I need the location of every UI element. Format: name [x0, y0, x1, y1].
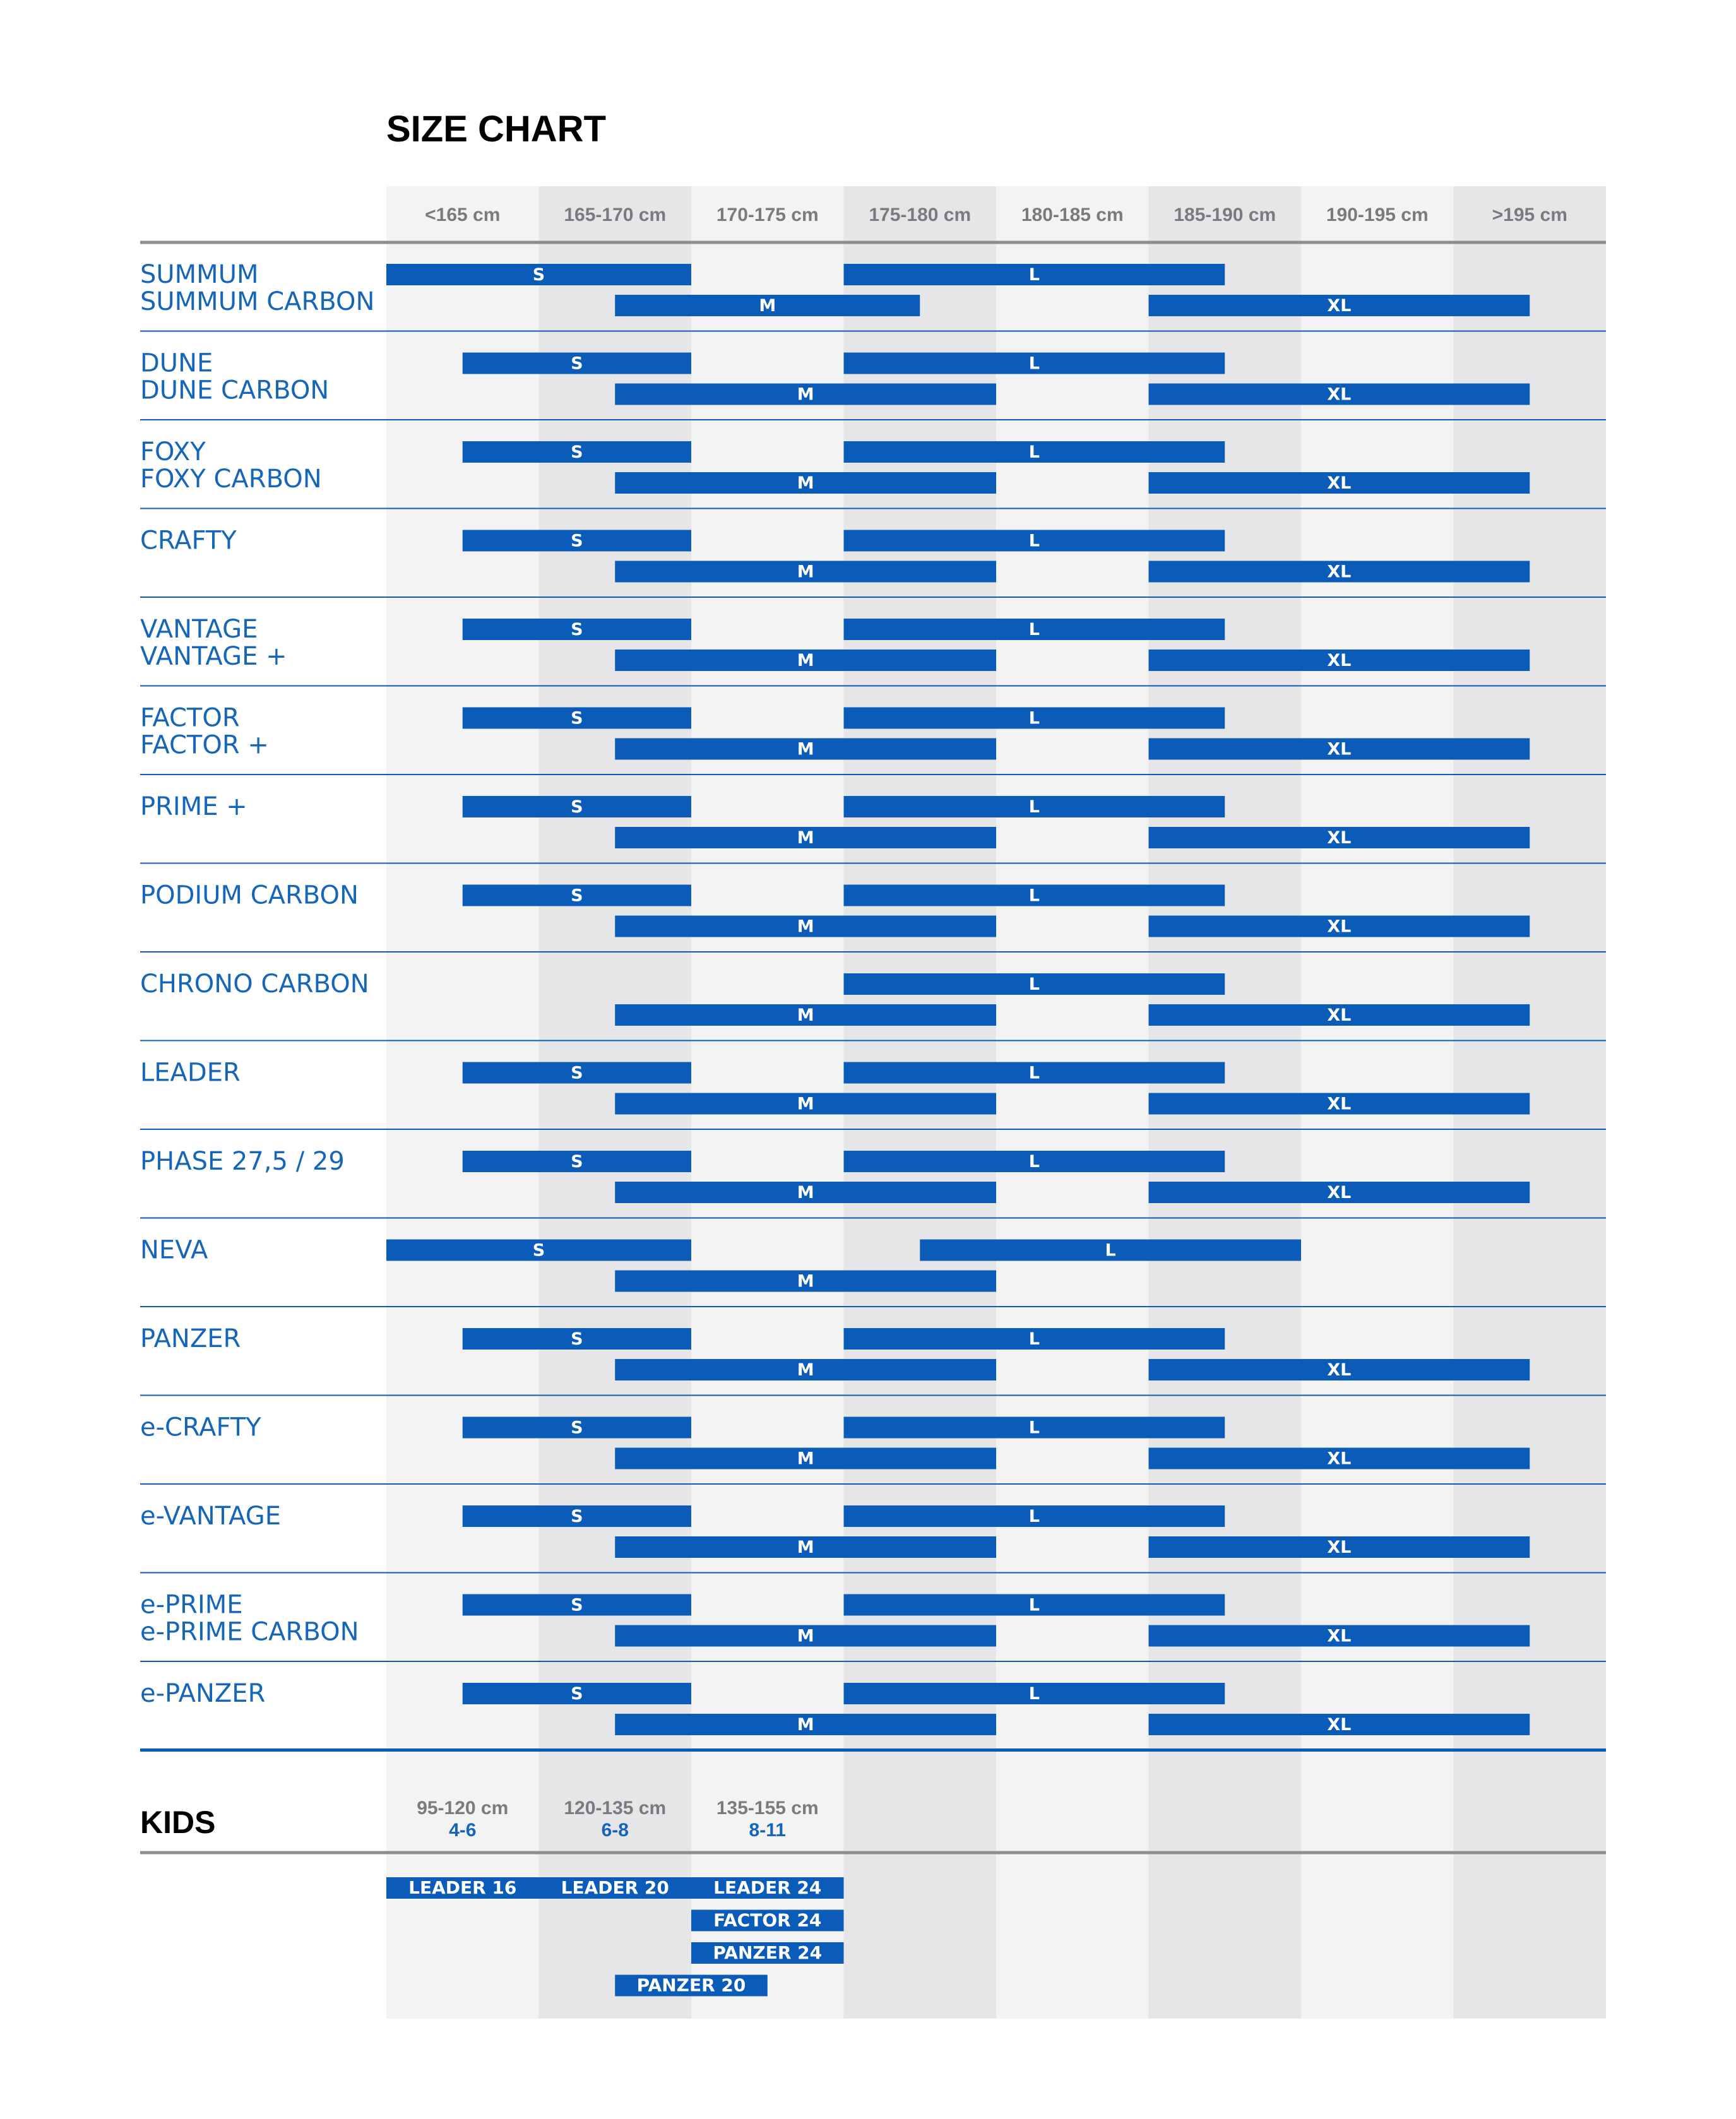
size-bar-label: M [759, 296, 776, 316]
size-bar-label: S [571, 1063, 583, 1083]
model-name: LEADER [140, 1058, 241, 1088]
size-bar-label: L [1028, 1418, 1040, 1438]
size-bar-label: L [1028, 1684, 1040, 1704]
model-name: SUMMUM CARBON [140, 287, 375, 316]
kids-title: KIDS [140, 1805, 216, 1840]
size-bar-label: XL [1327, 1094, 1352, 1114]
size-bar-label: L [1028, 1152, 1040, 1172]
size-bar-label: L [1105, 1240, 1116, 1261]
size-bar-label: S [571, 442, 583, 462]
size-bar-label: L [1028, 708, 1040, 728]
size-bar-label: M [797, 1094, 814, 1114]
model-name: PHASE 27,5 / 29 [140, 1147, 345, 1176]
size-bar-label: S [571, 1684, 583, 1704]
size-bar-label: XL [1327, 473, 1352, 493]
size-bar-label: M [797, 1449, 814, 1469]
kids-age-header: 8-11 [749, 1820, 786, 1841]
size-bar-label: L [1028, 975, 1040, 994]
model-name: FOXY [140, 437, 206, 466]
kids-height-header: 95-120 cm [417, 1798, 509, 1819]
chart-title: SIZE CHART [386, 109, 606, 150]
kids-age-header: 6-8 [601, 1820, 629, 1841]
kids-bike-label: PANZER 20 [636, 1974, 746, 1996]
kids-height-header: 120-135 cm [564, 1798, 667, 1819]
size-bar-label: M [797, 562, 814, 582]
size-bar-label: M [797, 1271, 814, 1291]
size-bar-label: XL [1327, 1006, 1352, 1025]
size-bar-label: S [571, 1595, 583, 1615]
kids-height-header: 135-155 cm [716, 1798, 819, 1819]
size-bar-label: L [1028, 1595, 1040, 1615]
size-bar-label: M [797, 1360, 814, 1380]
size-bar-label: S [571, 797, 583, 817]
model-name: e-PANZER [140, 1679, 266, 1708]
size-bar-label: S [571, 708, 583, 728]
size-bar-label: L [1028, 620, 1040, 639]
size-bar-label: S [571, 620, 583, 639]
size-bar-label: L [1028, 1507, 1040, 1526]
size-bar-label: XL [1327, 384, 1352, 405]
height-column-header: 190-195 cm [1326, 205, 1429, 225]
model-name: VANTAGE [140, 615, 258, 644]
size-bar-label: S [571, 531, 583, 551]
size-bar-label: M [797, 917, 814, 937]
size-bar-label: XL [1327, 1449, 1352, 1469]
size-bar-label: XL [1327, 1538, 1352, 1557]
size-bar-label: S [532, 265, 545, 285]
size-bar-label: M [797, 1626, 814, 1646]
size-bar-label: L [1028, 442, 1040, 462]
size-bar-label: S [571, 886, 583, 906]
model-name: e-CRAFTY [140, 1413, 261, 1442]
height-column-header: <165 cm [425, 205, 501, 225]
height-column-header: 180-185 cm [1021, 205, 1124, 225]
model-name: CHRONO CARBON [140, 970, 369, 999]
model-name: e-VANTAGE [140, 1502, 282, 1531]
model-name: PRIME + [140, 792, 247, 821]
size-bar-label: L [1028, 1329, 1040, 1349]
height-column-header: 185-190 cm [1174, 205, 1276, 225]
size-bar-label: M [797, 828, 814, 848]
kids-bike-label: FACTOR 24 [713, 1909, 822, 1931]
height-column-header: >195 cm [1492, 205, 1567, 225]
model-name: CRAFTY [140, 526, 237, 555]
kids-bike-label: LEADER 24 [713, 1877, 822, 1898]
size-bar-label: S [571, 1418, 583, 1438]
size-bar-label: L [1028, 1063, 1040, 1083]
model-name: VANTAGE + [140, 642, 287, 671]
size-bar-label: L [1028, 797, 1040, 817]
model-name: NEVA [140, 1235, 208, 1265]
height-column-header: 175-180 cm [869, 205, 972, 225]
size-bar-label: XL [1327, 562, 1352, 582]
kids-bike-label: LEADER 20 [561, 1877, 669, 1898]
model-name: FACTOR [140, 703, 240, 733]
model-name: PANZER [140, 1324, 241, 1353]
size-bar-label: M [797, 1715, 814, 1735]
size-bar-label: L [1028, 886, 1040, 906]
size-bar-label: S [571, 1507, 583, 1526]
size-bar-label: L [1028, 531, 1040, 551]
size-bar-label: S [571, 1152, 583, 1172]
size-bar-label: S [571, 353, 583, 374]
kids-age-header: 4-6 [449, 1820, 477, 1841]
size-bar-label: XL [1327, 1183, 1352, 1202]
model-name: DUNE CARBON [140, 376, 330, 405]
size-bar-label: M [797, 1538, 814, 1557]
size-bar-label: XL [1327, 296, 1352, 316]
model-name: FOXY CARBON [140, 465, 322, 494]
height-column-header: 170-175 cm [716, 205, 819, 225]
size-bar-label: L [1028, 265, 1040, 285]
size-bar-label: M [797, 384, 814, 405]
model-name: PODIUM CARBON [140, 881, 359, 910]
size-bar-label: XL [1327, 1360, 1352, 1380]
size-bar-label: XL [1327, 917, 1352, 937]
model-name: FACTOR + [140, 730, 269, 760]
size-bar-label: M [797, 1006, 814, 1025]
size-bar-label: XL [1327, 1626, 1352, 1646]
kids-bike-label: LEADER 16 [408, 1877, 517, 1898]
kids-bike-label: PANZER 24 [713, 1942, 823, 1963]
size-bar-label: M [797, 651, 814, 670]
size-bar-label: XL [1327, 828, 1352, 848]
size-bar-label: M [797, 473, 814, 493]
size-bar-label: XL [1327, 1715, 1352, 1735]
model-name: DUNE [140, 348, 213, 378]
size-bar-label: M [797, 739, 814, 759]
size-bar-label: XL [1327, 651, 1352, 670]
size-bar-label: M [797, 1183, 814, 1202]
model-name: e-PRIME CARBON [140, 1617, 359, 1647]
model-name: e-PRIME [140, 1590, 243, 1620]
size-bar-label: S [532, 1240, 545, 1261]
size-bar-label: XL [1327, 739, 1352, 759]
model-name: SUMMUM [140, 260, 259, 289]
height-column-header: 165-170 cm [564, 205, 667, 225]
size-bar-label: S [571, 1329, 583, 1349]
size-bar-label: L [1028, 353, 1040, 374]
